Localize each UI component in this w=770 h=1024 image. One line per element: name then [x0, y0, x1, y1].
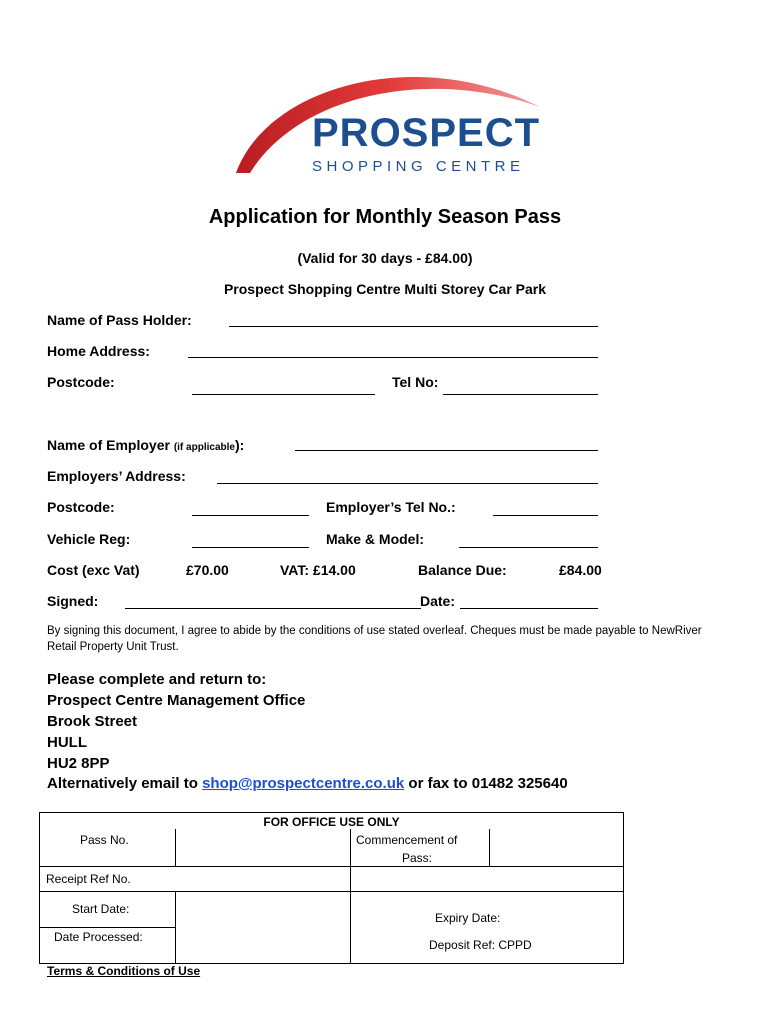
divider — [175, 891, 176, 963]
validity-note: (Valid for 30 days - £84.00) — [297, 250, 473, 266]
employer-suffix: ): — [234, 437, 245, 453]
postcode-label: Postcode: — [47, 374, 115, 390]
deposit-ref-label: Deposit Ref: CPPD — [429, 938, 532, 952]
divider — [40, 891, 623, 892]
postcode-field[interactable] — [192, 394, 375, 395]
logo-tagline: SHOPPING CENTRE — [312, 158, 525, 175]
return-street: Brook Street — [47, 713, 138, 730]
vat-label: VAT: £14.00 — [280, 562, 356, 578]
divider — [175, 829, 176, 866]
page-title: Application for Monthly Season Pass — [208, 206, 562, 228]
return-email-line — [47, 775, 568, 792]
divider — [489, 829, 490, 866]
return-office: Prospect Centre Management Office — [47, 692, 306, 709]
employer-address-field[interactable] — [217, 483, 598, 484]
fax-text: or fax to 01482 325640 — [404, 775, 568, 792]
vehicle-reg-label: Vehicle Reg: — [47, 531, 131, 547]
start-date-label: Start Date: — [72, 902, 130, 916]
balance-label: Balance Due: — [418, 562, 507, 578]
employer-label-text: Name of Employer — [47, 437, 170, 453]
car-park-name: Prospect Shopping Centre Multi Storey Car Park — [223, 281, 547, 297]
home-address-field[interactable] — [188, 357, 598, 358]
date-label: Date: — [420, 593, 456, 609]
receipt-ref-label: Receipt Ref No. — [46, 872, 131, 886]
make-model-field[interactable] — [459, 547, 598, 548]
office-use-table — [39, 812, 624, 964]
vehicle-reg-field[interactable] — [192, 547, 309, 548]
cost-label: Cost (exc Vat) — [47, 562, 140, 578]
divider — [350, 829, 351, 963]
home-address-label: Home Address: — [47, 343, 150, 359]
return-heading: Please complete and return to: — [47, 671, 267, 688]
return-city: HULL — [47, 734, 87, 751]
tel-field[interactable] — [443, 394, 598, 395]
balance-value: £84.00 — [559, 562, 602, 578]
logo-name: PROSPECT — [312, 111, 541, 155]
pass-no-label: Pass No. — [80, 833, 129, 847]
name-label: Name of Pass Holder: — [47, 312, 192, 328]
email-link[interactable]: shop@prospectcentre.co.uk — [202, 775, 405, 792]
name-field[interactable] — [229, 326, 598, 327]
employer-postcode-field[interactable] — [192, 515, 309, 516]
terms-statement: By signing this document, I agree to abide by the conditions of use stated overleaf. Cheques must be made payable to NewRiver Retail Property Unit Trust. — [47, 625, 702, 653]
email-prefix: Alternatively email to — [47, 775, 203, 792]
office-heading: FOR OFFICE USE ONLY — [263, 815, 400, 829]
return-postcode: HU2 8PP — [47, 755, 110, 772]
employer-tel-field[interactable] — [493, 515, 598, 516]
terms-conditions-link[interactable]: Terms & Conditions of Use — [47, 964, 201, 978]
commencement-label-2: Pass: — [402, 851, 433, 865]
employer-postcode-label: Postcode: — [47, 499, 115, 515]
signed-label: Signed: — [47, 593, 99, 609]
make-model-label: Make & Model: — [326, 531, 425, 547]
divider — [40, 866, 623, 867]
employer-note: (if applicable — [173, 442, 235, 453]
employer-label — [47, 437, 244, 453]
commencement-label: Commencement of — [356, 833, 458, 847]
employer-field[interactable] — [295, 450, 598, 451]
employer-address-label: Employers’ Address: — [47, 468, 186, 484]
signature-field[interactable] — [125, 608, 421, 609]
date-field[interactable] — [460, 608, 598, 609]
tel-label: Tel No: — [392, 374, 439, 390]
divider — [40, 927, 175, 928]
employer-tel-label: Employer’s Tel No.: — [326, 499, 456, 515]
cost-value: £70.00 — [186, 562, 229, 578]
date-processed-label: Date Processed: — [54, 930, 143, 944]
expiry-date-label: Expiry Date: — [435, 911, 501, 925]
